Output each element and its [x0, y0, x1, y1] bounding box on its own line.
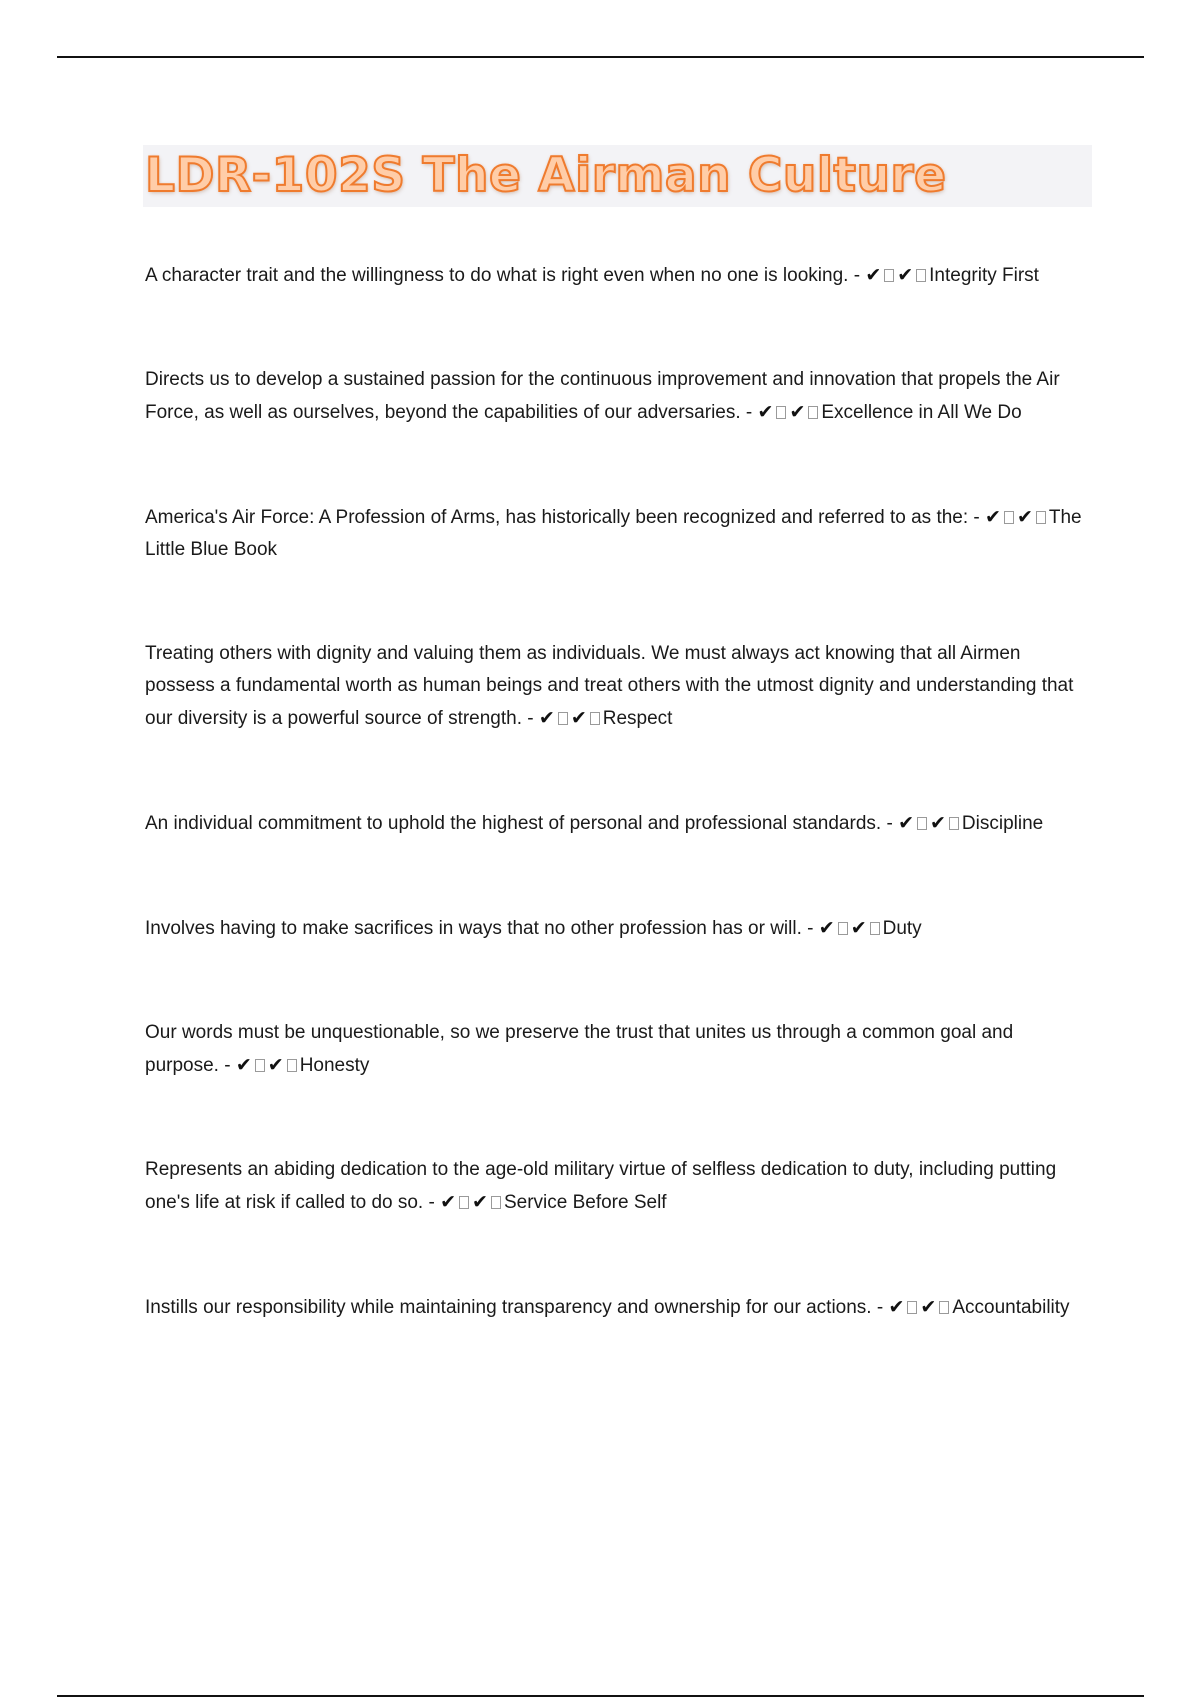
entry-question: An individual commitment to uphold the highest of personal and professional standards.: [145, 813, 882, 834]
entry-answer: Duty: [882, 918, 922, 939]
check-mark-icon: ✔: [440, 1191, 457, 1213]
entry-separator: -: [871, 1297, 889, 1318]
entry-question: Directs us to develop a sustained passion for the continuous improvement and innovation that propels the Air Force, as well as ourselves, beyond the capabilities of our adversaries.: [145, 369, 1060, 423]
check-mark-icon: ✔: [929, 812, 946, 834]
entry-separator: -: [522, 708, 539, 729]
flashcard-entry: [145, 1017, 1090, 1082]
check-mark-icon: ✔: [789, 401, 806, 423]
missing-glyph-box-icon: [907, 1301, 917, 1314]
entry-question: A character trait and the willingness to do what is right even when no one is looking.: [145, 265, 849, 286]
entry-answer: The Little Blue Book: [145, 507, 1082, 560]
entry-answer: Honesty: [299, 1055, 370, 1076]
check-mark-icon: ✔: [235, 1054, 252, 1076]
missing-glyph-box-icon: [917, 817, 927, 830]
check-mark-icon: ✔: [1016, 506, 1033, 528]
entry-answer: Accountability: [952, 1297, 1070, 1318]
entry-separator: -: [801, 918, 819, 939]
entry-separator: -: [218, 1055, 236, 1076]
entry-answer: Discipline: [961, 813, 1044, 834]
entry-separator: -: [423, 1192, 441, 1213]
header-rule: [57, 56, 1144, 58]
entry-answer: Excellence in All We Do: [821, 402, 1022, 423]
entry-separator: -: [740, 402, 758, 423]
missing-glyph-box-icon: [949, 817, 959, 830]
check-mark-icon: ✔: [850, 917, 867, 939]
flashcard-entry: [145, 501, 1090, 566]
flashcard-entry: [145, 1291, 1090, 1324]
missing-glyph-box-icon: [287, 1059, 297, 1072]
missing-glyph-box-icon: [590, 712, 600, 725]
footer-rule: [57, 1695, 1144, 1697]
entry-question: Instills our responsibility while maintaining transparency and ownership for our actions.: [145, 1297, 872, 1318]
flashcard-entry: [145, 259, 1090, 292]
title-banner: [143, 145, 1092, 207]
missing-glyph-box-icon: [884, 269, 894, 282]
entry-question: Involves having to make sacrifices in ways that no other profession has or will.: [145, 918, 802, 939]
missing-glyph-box-icon: [491, 1196, 501, 1209]
check-mark-icon: ✔: [538, 707, 555, 729]
missing-glyph-box-icon: [838, 922, 848, 935]
missing-glyph-box-icon: [776, 406, 786, 419]
flashcard-entry: [145, 638, 1090, 735]
check-mark-icon: ✔: [757, 401, 774, 423]
missing-glyph-box-icon: [916, 269, 926, 282]
entry-separator: -: [968, 507, 986, 528]
flashcard-list: [145, 259, 1090, 1324]
missing-glyph-box-icon: [558, 712, 568, 725]
check-mark-icon: ✔: [570, 707, 587, 729]
check-mark-icon: ✔: [898, 812, 914, 834]
missing-glyph-box-icon: [255, 1059, 265, 1072]
missing-glyph-box-icon: [870, 922, 880, 935]
check-mark-icon: ✔: [267, 1054, 284, 1076]
flashcard-entry: [145, 807, 1090, 840]
entry-answer: Integrity First: [929, 265, 1039, 286]
check-mark-icon: ✔: [865, 264, 882, 286]
missing-glyph-box-icon: [939, 1301, 949, 1314]
check-mark-icon: ✔: [985, 506, 1001, 528]
flashcard-entry: [145, 912, 1090, 945]
entry-question: Treating others with dignity and valuing them as individuals. We must always act knowing that all Airmen possess a fundamental worth as human beings and treat others with the utmost dignity and understanding that our diversity is a powerful source of strength.: [145, 643, 1074, 729]
flashcard-entry: [145, 364, 1090, 429]
document-title: LDR-102S The Airman Culture: [145, 148, 947, 203]
check-mark-icon: ✔: [897, 264, 914, 286]
missing-glyph-box-icon: [1036, 511, 1046, 524]
entry-question: America's Air Force: A Profession of Arms, has historically been recognized and referred to as the:: [145, 507, 969, 528]
missing-glyph-box-icon: [1004, 511, 1014, 524]
check-mark-icon: ✔: [888, 1296, 905, 1318]
entry-answer: Respect: [602, 708, 673, 729]
entry-separator: -: [848, 265, 866, 286]
entry-question: Our words must be unquestionable, so we preserve the trust that unites us through a common goal and purpose.: [145, 1022, 1014, 1076]
missing-glyph-box-icon: [808, 406, 818, 419]
missing-glyph-box-icon: [459, 1196, 469, 1209]
entry-separator: -: [881, 813, 899, 834]
check-mark-icon: ✔: [818, 917, 835, 939]
check-mark-icon: ✔: [920, 1296, 937, 1318]
flashcard-entry: [145, 1154, 1090, 1219]
entry-question: Represents an abiding dedication to the age-old military virtue of selfless dedication to duty, including putting one's life at risk if called to do so.: [145, 1159, 1057, 1213]
entry-answer: Service Before Self: [503, 1192, 667, 1213]
check-mark-icon: ✔: [472, 1191, 488, 1213]
